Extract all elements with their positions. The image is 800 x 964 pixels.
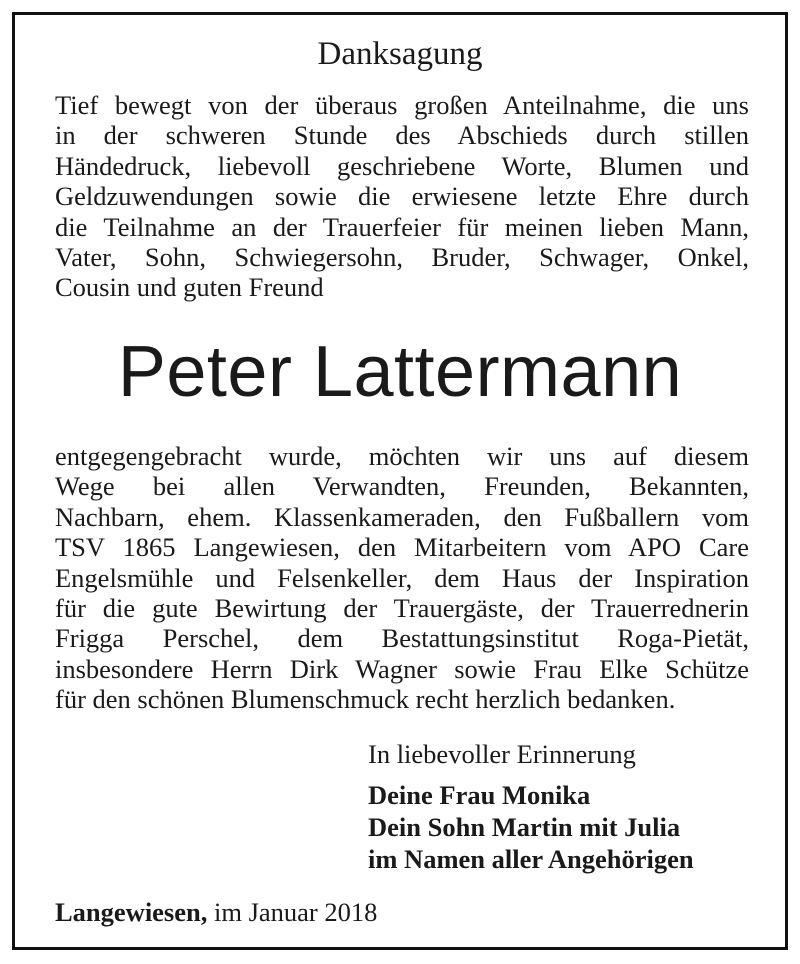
- intro-paragraph: [55, 90, 749, 303]
- thanks-line: für den schönen Blumenschmuck recht herzlich bedanken.: [55, 684, 676, 715]
- signature-block: [368, 779, 694, 875]
- intro-line: Geldzuwendungen sowie die erwiesene letzte Ehre durch: [55, 181, 749, 212]
- notice-heading: Danksagung: [317, 36, 483, 72]
- closing-phrase: In liebevoller Erinnerung: [368, 739, 636, 769]
- intro-line: Tief bewegt von der überaus großen Anteilnahme, die uns: [55, 90, 749, 120]
- intro-line: Händedruck, liebevoll geschriebene Worte, Blumen und: [55, 150, 749, 181]
- thanks-line: TSV 1865 Langewiesen, den Mitarbeitern vom APO Care: [55, 532, 749, 563]
- intro-line: die Teilnahme an der Trauerfeier für meinen lieben Mann,: [55, 211, 749, 242]
- thanks-line: Nachbarn, ehem. Klassenkameraden, den Fußballern vom: [55, 501, 749, 532]
- thanks-line: insbesondere Herrn Dirk Wagner sowie Frau Elke Schütze: [55, 653, 749, 684]
- thanks-line: Frigga Perschel, dem Bestattungsinstitut Roga-Pietät,: [55, 623, 749, 654]
- signature-line: Dein Sohn Martin mit Julia: [368, 812, 681, 842]
- thanks-paragraph: [55, 441, 749, 715]
- thanks-line: entgegengebracht wurde, möchten wir uns auf diesem: [55, 441, 749, 471]
- thanks-line: Wege bei allen Verwandten, Freunden, Bekannten,: [55, 471, 749, 502]
- thanks-line: Engelsmühle und Felsenkeller, dem Haus der Inspiration: [55, 562, 749, 593]
- intro-line: Vater, Sohn, Schwiegersohn, Bruder, Schwager, Onkel,: [55, 242, 749, 273]
- place-name: Langewiesen,: [55, 897, 208, 927]
- signature-line: Deine Frau Monika: [368, 780, 591, 810]
- date-text: im Januar 2018: [214, 897, 378, 927]
- thanks-line: für die gute Bewirtung der Trauergäste, der Trauerrednerin: [55, 593, 749, 624]
- deceased-name: Peter Lattermann: [117, 332, 683, 412]
- signature-line: im Namen aller Angehörigen: [368, 844, 694, 874]
- place-date-line: [55, 896, 377, 928]
- intro-line: Cousin und guten Freund: [55, 272, 324, 303]
- intro-line: in der schweren Stunde des Abschieds durch stillen: [55, 120, 749, 151]
